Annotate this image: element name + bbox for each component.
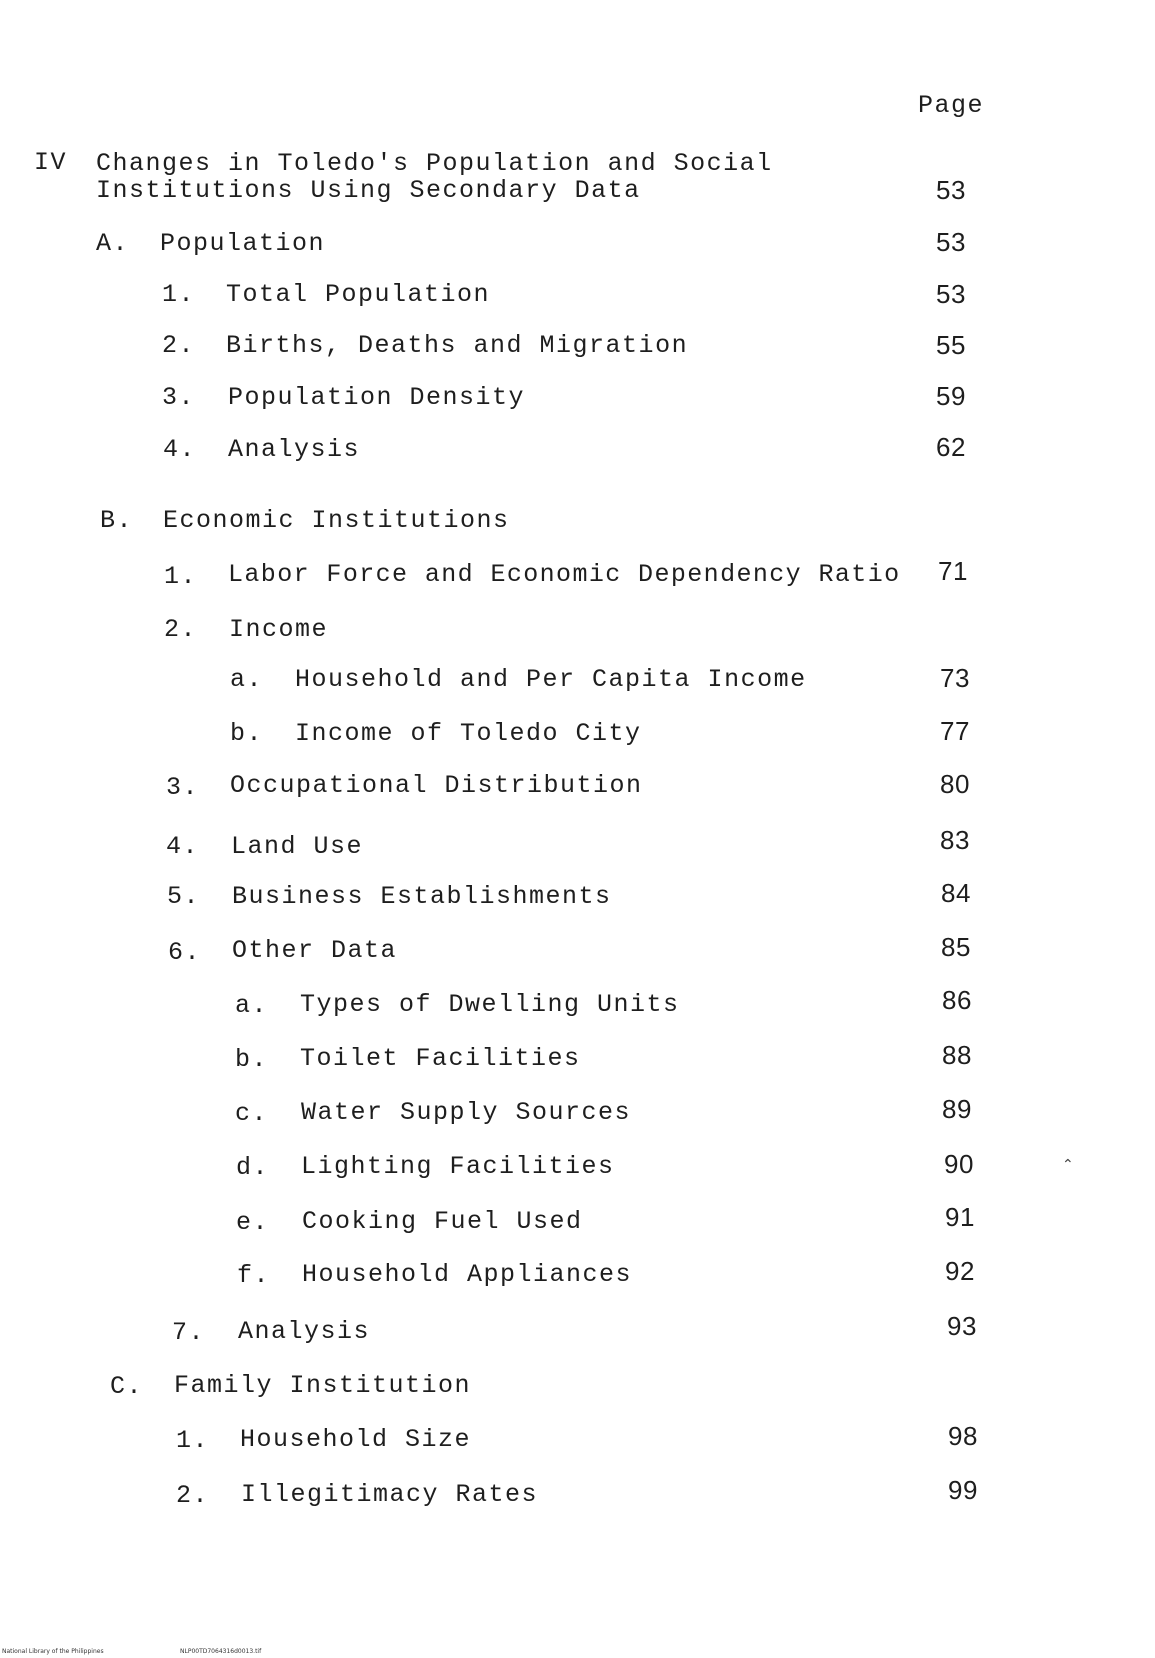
section-b-item-title: Income	[229, 615, 329, 644]
other-subitem-title: Cooking Fuel Used	[302, 1207, 583, 1236]
section-c-item-number: 1.	[176, 1426, 210, 1455]
section-b-item-page: 80	[940, 769, 970, 799]
other-subitem-page: 92	[945, 1256, 975, 1286]
other-subitem-title: Types of Dwelling Units	[300, 990, 680, 1019]
income-subitem-letter: b.	[230, 719, 264, 748]
section-a-item-page: 59	[936, 381, 966, 411]
footer-library: National Library of the Philippines	[2, 1648, 104, 1655]
other-subitem-page: 89	[942, 1094, 972, 1124]
income-subitem-title: Income of Toledo City	[295, 719, 642, 748]
section-a-title: Population	[160, 229, 326, 258]
section-c-item-title: Household Size	[240, 1425, 472, 1454]
other-subitem-letter: d.	[236, 1153, 270, 1182]
section-a-item-title: Births, Deaths and Migration	[226, 331, 689, 360]
scan-mark: ⌃	[1062, 1157, 1074, 1173]
section-a-item-title: Analysis	[228, 435, 361, 464]
section-b-item-title: Land Use	[231, 832, 364, 861]
other-subitem-title: Household Appliances	[302, 1260, 633, 1289]
section-a-item-number: 1.	[162, 280, 196, 309]
section-c-item-page: 99	[948, 1475, 978, 1505]
section-b-title: Economic Institutions	[163, 506, 510, 535]
section-a-page: 53	[936, 227, 966, 257]
section-b-item-number: 2.	[164, 615, 198, 644]
other-subitem-page: 88	[942, 1040, 972, 1070]
other-subitem-letter: e.	[236, 1208, 270, 1237]
section-b-letter: B.	[100, 506, 134, 535]
section-b-item-page: 93	[947, 1311, 977, 1341]
section-b-item-number: 3.	[166, 773, 200, 802]
chapter-title-line1: Changes in Toledo's Population and Social	[96, 149, 773, 178]
footer-file: NLP00TD7064316d0013.tif	[180, 1648, 262, 1655]
section-a-letter: A.	[96, 229, 130, 258]
section-a-item-number: 3.	[162, 383, 196, 412]
other-subitem-letter: c.	[235, 1099, 269, 1128]
section-c-title: Family Institution	[174, 1371, 472, 1400]
section-b-item-title: Occupational Distribution	[230, 771, 643, 800]
other-subitem-page: 91	[945, 1202, 975, 1232]
section-b-item-page: 85	[941, 932, 971, 962]
section-a-item-page: 62	[936, 432, 966, 462]
section-b-item-number: 1.	[164, 562, 198, 591]
section-a-item-title: Total Population	[226, 280, 491, 309]
income-subitem-page: 73	[940, 663, 970, 693]
other-subitem-page: 90	[944, 1149, 974, 1179]
income-subitem-letter: a.	[230, 665, 264, 694]
section-b-item-page: 84	[941, 878, 971, 908]
section-c-item-number: 2.	[176, 1481, 210, 1510]
other-subitem-letter: f.	[237, 1261, 271, 1290]
income-subitem-title: Household and Per Capita Income	[295, 665, 807, 694]
other-subitem-letter: b.	[235, 1045, 269, 1074]
section-a-item-title: Population Density	[228, 383, 526, 412]
section-a-item-page: 55	[936, 330, 966, 360]
chapter-title-line2: Institutions Using Secondary Data	[96, 176, 641, 205]
section-b-item-number: 4.	[166, 832, 200, 861]
section-b-item-number: 5.	[167, 882, 201, 911]
income-subitem-page: 77	[940, 716, 970, 746]
section-b-item-title: Other Data	[232, 936, 398, 965]
section-c-letter: C.	[110, 1372, 144, 1401]
section-b-item-page: 83	[940, 825, 970, 855]
section-c-item-title: Illegitimacy Rates	[241, 1480, 539, 1509]
section-b-item-number: 6.	[168, 938, 202, 967]
other-subitem-page: 86	[942, 985, 972, 1015]
page-column-label: Page	[918, 91, 985, 120]
chapter-page: 53	[936, 175, 966, 205]
other-subitem-title: Toilet Facilities	[300, 1044, 581, 1073]
section-b-item-number: 7.	[172, 1318, 206, 1347]
chapter-number: IV	[34, 148, 68, 177]
section-a-item-number: 2.	[162, 331, 196, 360]
section-a-item-number: 4.	[163, 435, 197, 464]
section-b-item-title: Analysis	[238, 1317, 371, 1346]
section-b-item-page: 71	[938, 556, 968, 586]
other-subitem-letter: a.	[235, 991, 269, 1020]
section-b-item-title: Labor Force and Economic Dependency Ratio	[228, 560, 901, 589]
other-subitem-title: Water Supply Sources	[301, 1098, 632, 1127]
other-subitem-title: Lighting Facilities	[301, 1152, 615, 1181]
section-c-item-page: 98	[948, 1421, 978, 1451]
section-a-item-page: 53	[936, 279, 966, 309]
section-b-item-title: Business Establishments	[232, 882, 612, 911]
